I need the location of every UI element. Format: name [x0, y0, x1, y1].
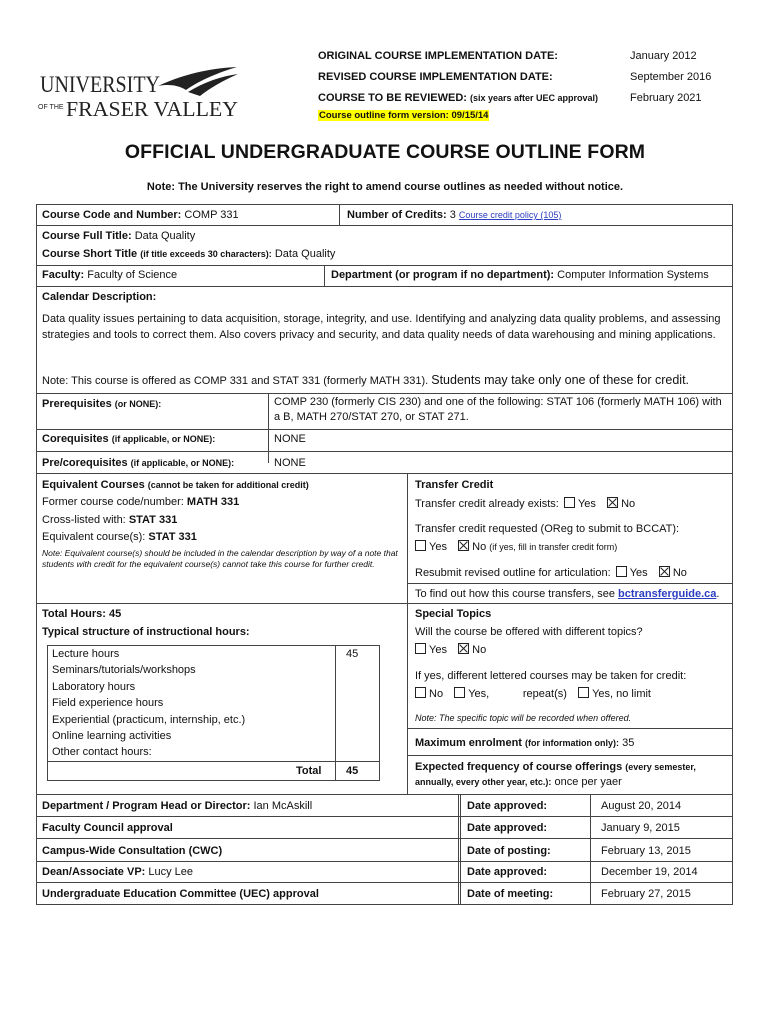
logo-of-the: OF THE — [38, 104, 64, 111]
approval-row-3-date-value: December 19, 2014 — [601, 866, 698, 878]
transfer-guide-row: To find out how this course transfers, see bctransferguide.ca. — [415, 588, 720, 600]
department-value: Computer Information Systems — [557, 269, 709, 281]
equivalent-note: Note: Equivalent course(s) should be included in the calendar description by way of a note that students with credit for the equivalent course(s) cannot take this course for further credit. — [42, 548, 398, 569]
resubmit-yes-checkbox[interactable] — [616, 566, 627, 577]
revised-date-value: September 2016 — [630, 71, 712, 83]
transfer-requested-no-checkbox[interactable] — [458, 540, 469, 551]
approval-row-0-date-value: August 20, 2014 — [601, 800, 682, 812]
special-topics-yes-checkbox[interactable] — [415, 643, 426, 654]
approval-row-2-date-label: Date of posting: — [467, 845, 551, 857]
university-logo — [38, 66, 243, 124]
review-date-note: (six years after UEC approval) — [470, 93, 599, 103]
credits-label: Number of Credits: — [347, 209, 447, 221]
calendar-note: Note: This course is offered as COMP 331 and STAT 331 (formerly MATH 331). Students may take only one of these for credit. — [42, 373, 690, 387]
short-title-label: Course Short Title — [42, 248, 138, 260]
hours-row-1-label: Seminars/tutorials/workshops — [52, 664, 196, 676]
approval-row-3-left: Dean/Associate VP: Lucy Lee — [42, 866, 194, 878]
amend-note: Note: The University reserves the right to amend course outlines as needed without notice. — [146, 181, 624, 193]
form-title: OFFICIAL UNDERGRADUATE COURSE OUTLINE FORM — [124, 141, 646, 163]
faculty-value: Faculty of Science — [87, 269, 178, 281]
hours-row-3-label: Field experience hours — [52, 697, 164, 709]
hours-row-0-label: Lecture hours — [52, 648, 120, 660]
lettered-no-checkbox[interactable] — [415, 687, 426, 698]
precoreq-label: Pre/corequisites (if applicable, or NONE): — [42, 457, 235, 469]
credit-policy-link[interactable]: Course credit policy (105) — [458, 210, 562, 220]
hours-row-6-label: Other contact hours: — [52, 746, 152, 758]
special-topics-no-checkbox[interactable] — [458, 643, 469, 654]
approval-row-1-date-value: January 9, 2015 — [601, 822, 680, 834]
credits-field — [347, 209, 561, 221]
prereq-label: Prerequisites (or NONE): — [42, 398, 162, 410]
transfer-exists-row: Transfer credit already exists: Yes No — [415, 498, 636, 510]
special-topics-row: Yes No — [413, 643, 486, 656]
frequency-field: Expected frequency of course offerings (every semester, annually, every other year, etc.): once per yaer — [415, 761, 696, 788]
hours-structure-label: Typical structure of instructional hours: — [42, 626, 250, 638]
resubmit-row: Resubmit revised outline for articulation: Yes No — [415, 567, 687, 579]
course-outline-form — [36, 204, 733, 905]
full-title-value: Data Quality — [134, 230, 196, 242]
logo-university: UNIVERSITY — [40, 72, 161, 97]
hours-row-0-value: 45 — [346, 648, 359, 660]
coreq-label: Corequisites (if applicable, or NONE): — [42, 433, 216, 445]
hours-table — [47, 645, 380, 781]
max-enrolment-field: Maximum enrolment (for information only): 35 — [415, 737, 635, 749]
hours-row-2-label: Laboratory hours — [52, 681, 136, 693]
approval-row-2-date-value: February 13, 2015 — [601, 845, 691, 857]
review-date-value: February 2021 — [630, 92, 702, 104]
hours-sum-value: 45 — [346, 765, 359, 777]
lettered-no-limit-checkbox[interactable] — [578, 687, 589, 698]
hours-row-5-label: Online learning activities — [52, 730, 172, 742]
special-topics-note: Note: The specific topic will be recorded when offered. — [415, 713, 632, 723]
approval-row-1-date-label: Date approved: — [467, 822, 548, 834]
course-code-field — [42, 209, 239, 221]
approval-row-0-date-label: Date approved: — [467, 800, 548, 812]
faculty-field — [42, 269, 177, 281]
transfer-label: Transfer Credit — [415, 479, 494, 491]
revised-date-label: REVISED COURSE IMPLEMENTATION DATE: — [318, 71, 553, 83]
approval-row-4-left: Undergraduate Education Committee (UEC) approval — [42, 888, 319, 900]
course-code-value: COMP 331 — [184, 209, 239, 221]
logo-graphic — [38, 66, 243, 124]
equivalent-label: Equivalent Courses (cannot be taken for additional credit) — [42, 479, 309, 491]
bctransferguide-link[interactable]: bctransferguide.ca — [618, 588, 717, 600]
hours-sum-label: Total — [296, 765, 322, 777]
lettered-courses-label: If yes, different lettered courses may be taken for credit: — [415, 670, 687, 682]
special-topics-label: Special Topics — [415, 608, 492, 620]
form-version: Course outline form version: 09/15/14 — [319, 110, 489, 121]
short-title-note: (if title exceeds 30 characters): — [140, 249, 272, 259]
precoreq-value: NONE — [274, 457, 306, 469]
approval-row-0-left: Department / Program Head or Director: Ian McAskill — [42, 800, 313, 812]
department-label: Department (or program if no department): — [331, 269, 555, 281]
approval-row-3-date-label: Date approved: — [467, 866, 548, 878]
transfer-requested-label: Transfer credit requested (OReg to submit to BCCAT): — [415, 523, 680, 535]
approval-row-4-date-value: February 27, 2015 — [601, 888, 691, 900]
original-date-label: ORIGINAL COURSE IMPLEMENTATION DATE: — [318, 50, 558, 62]
resubmit-no-checkbox[interactable] — [659, 566, 670, 577]
transfer-exists-no-checkbox[interactable] — [607, 497, 618, 508]
special-topics-question: Will the course be offered with different topics? — [415, 626, 643, 638]
transfer-requested-row: Yes No (if yes, fill in transfer credit form) — [413, 540, 617, 553]
full-title-label: Course Full Title: — [42, 230, 132, 242]
original-date-value: January 2012 — [630, 50, 697, 62]
calendar-description: Data quality issues pertaining to data acquisition, storage, integrity, and use. Identifying and analyzing data quality problems, and assessing strategies and tools to correct them. Also covers privacy and security, and data quality needs of data warehousing and mining applications. — [42, 313, 721, 341]
coreq-value: NONE — [274, 433, 306, 445]
short-title-value: Data Quality — [274, 248, 336, 260]
calendar-label: Calendar Description: — [42, 291, 157, 303]
transfer-requested-yes-checkbox[interactable] — [415, 540, 426, 551]
approval-row-4-date-label: Date of meeting: — [467, 888, 554, 900]
hours-row-4-label: Experiential (practicum, internship, etc.) — [52, 714, 246, 726]
credits-value: 3 — [449, 209, 456, 221]
full-title-field — [42, 230, 195, 242]
equivalent-courses-field: Equivalent course(s): STAT 331 — [42, 531, 197, 543]
review-date-label: COURSE TO BE REVIEWED: — [318, 92, 467, 104]
department-field — [331, 269, 709, 281]
former-code-field: Former course code/number: MATH 331 — [42, 496, 240, 508]
lettered-courses-row: No Yes, repeat(s) Yes, no limit — [413, 687, 651, 700]
transfer-exists-yes-checkbox[interactable] — [564, 497, 575, 508]
approval-row-2-left: Campus-Wide Consultation (CWC) — [42, 845, 223, 857]
faculty-label: Faculty: — [42, 269, 85, 281]
cross-listed-field: Cross-listed with: STAT 331 — [42, 514, 178, 526]
total-hours-field: Total Hours: 45 — [42, 608, 122, 620]
short-title-field — [42, 248, 335, 260]
logo-fraser-valley: FRASER VALLEY — [66, 97, 238, 121]
approval-row-1-left: Faculty Council approval — [42, 822, 173, 834]
course-code-label: Course Code and Number: — [42, 209, 182, 221]
lettered-yes-checkbox[interactable] — [454, 687, 465, 698]
prereq-value: COMP 230 (formerly CIS 230) and one of the following: STAT 106 (formerly MATH 106) with a B, MATH 270/STAT 270, or STAT 271. — [274, 396, 722, 423]
